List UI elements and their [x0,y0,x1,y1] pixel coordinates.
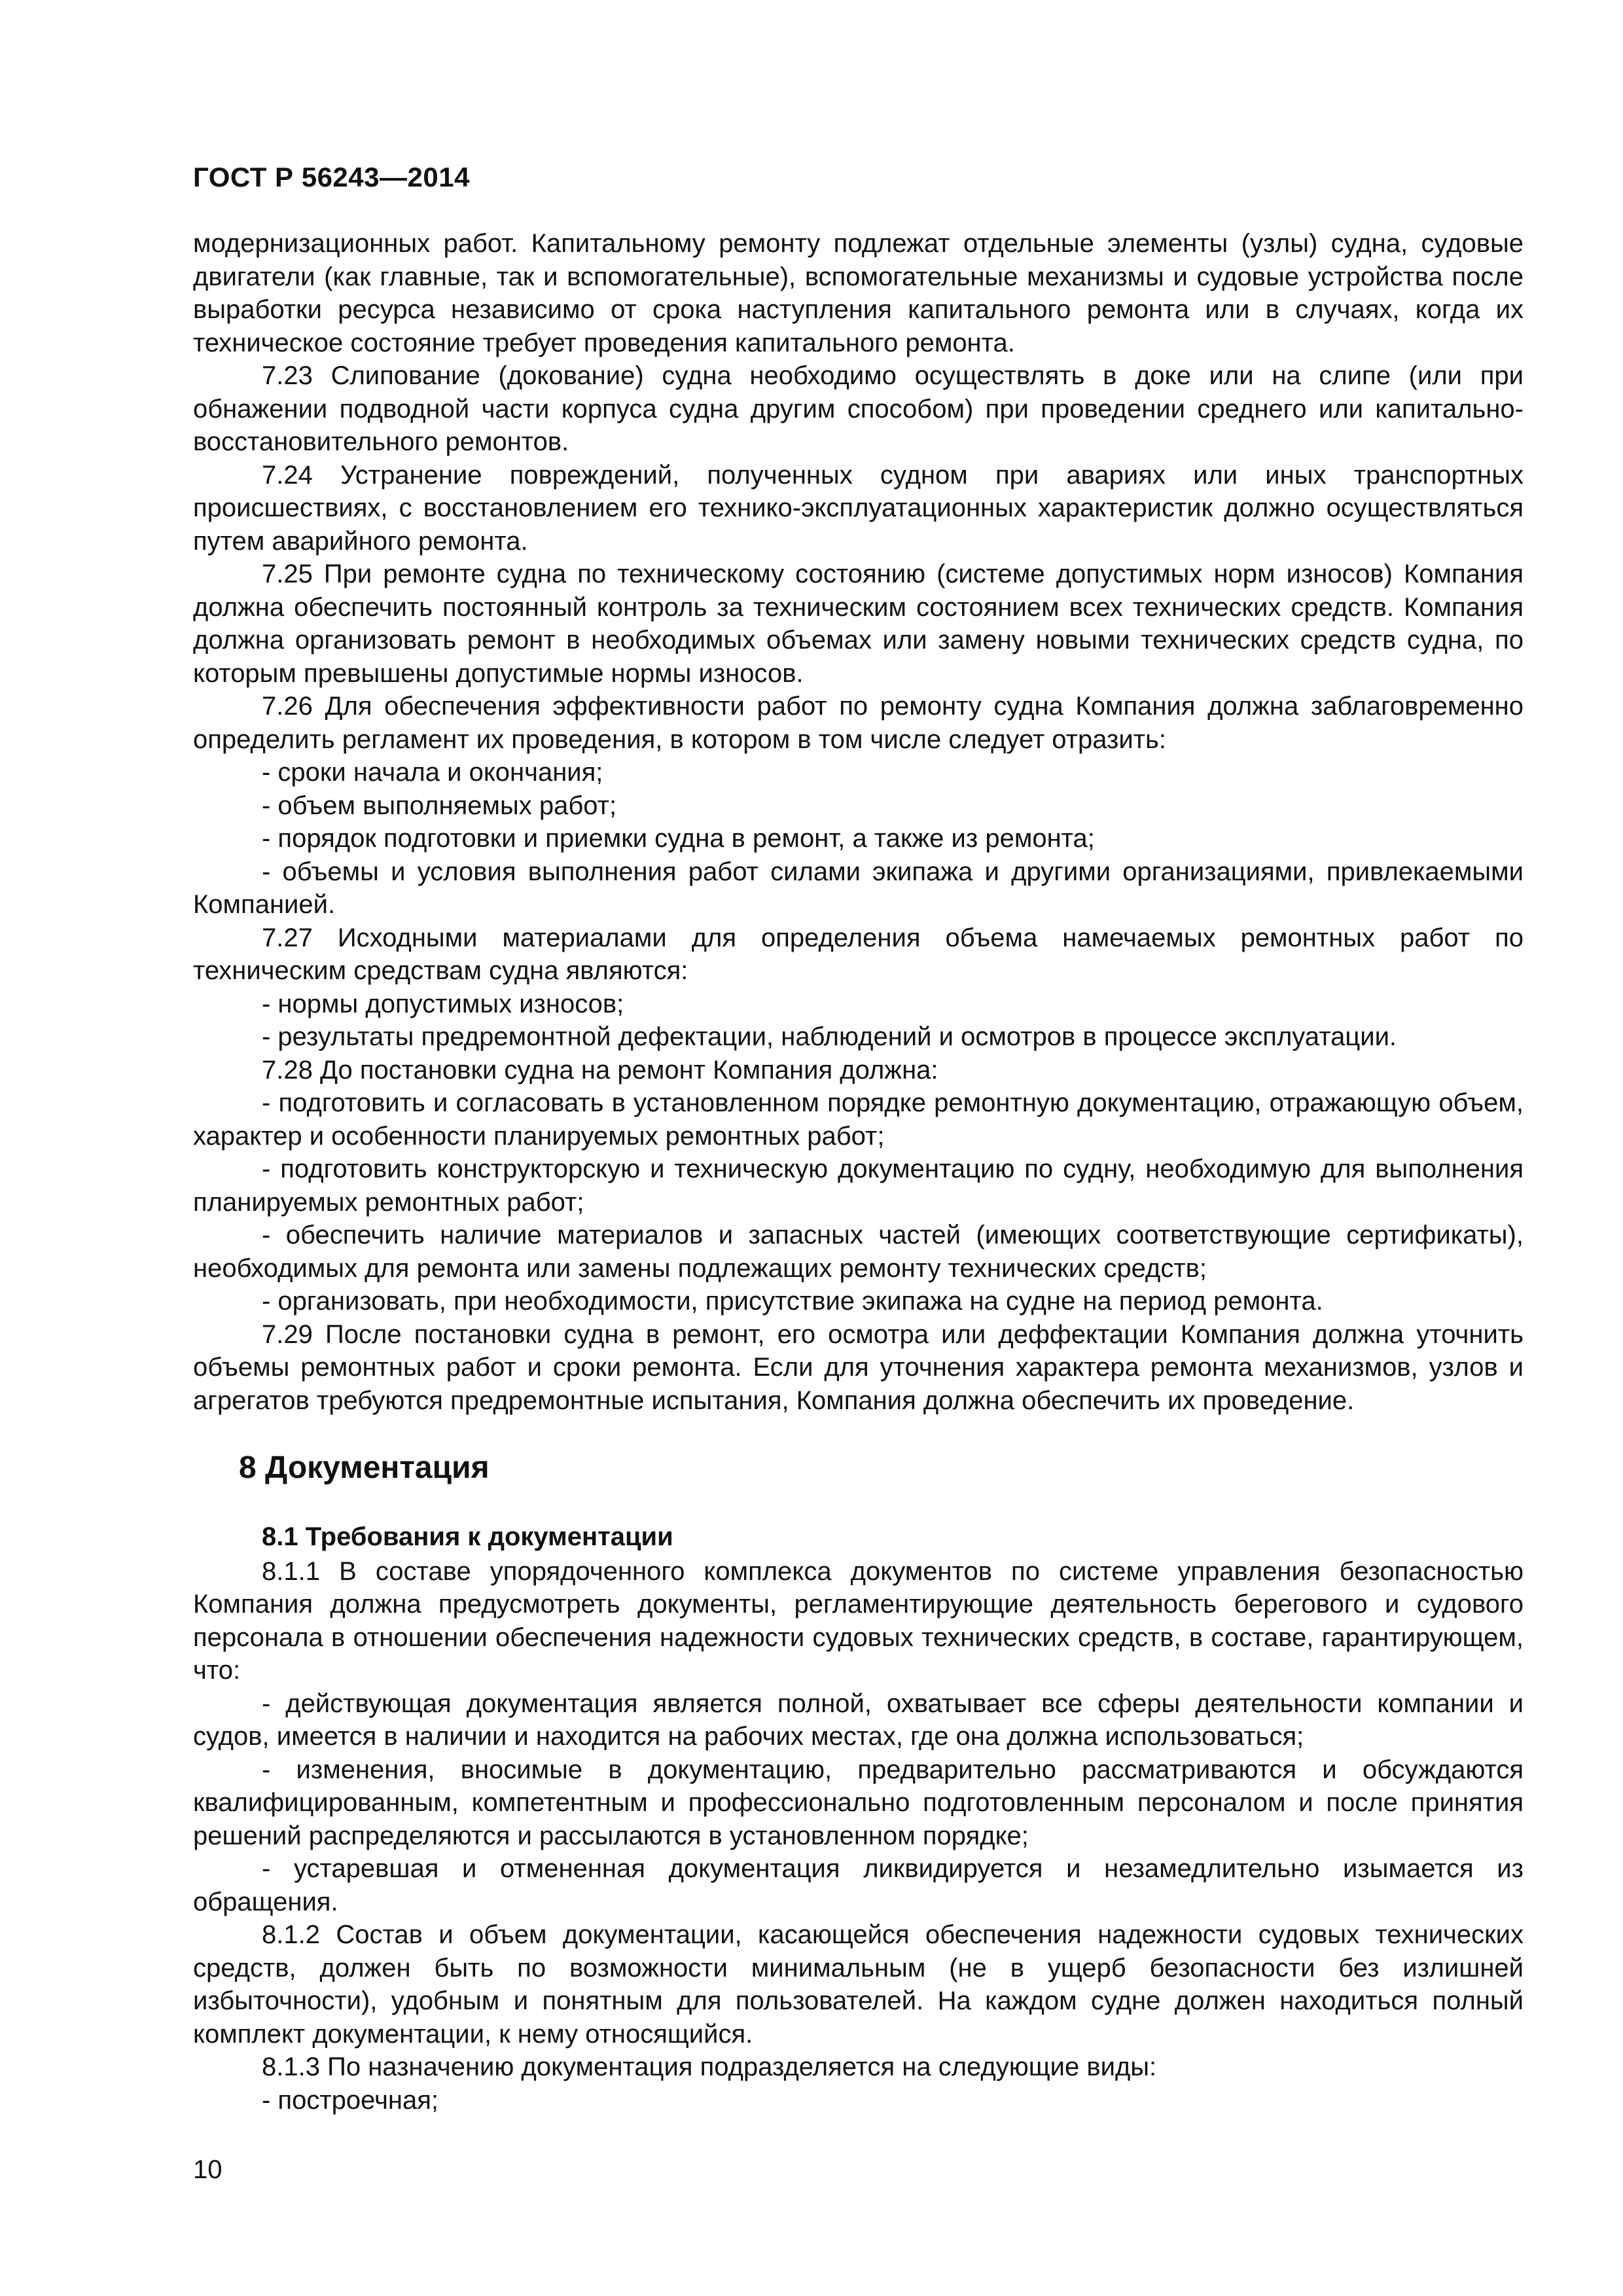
paragraph-7-25: 7.25 При ремонте судна по техническому состоянию (системе допустимых норм износов) Компания должна обеспечить постоянный контроль за техническим состоянием всех технических средств. Компания должна организовать ремонт в необходимых объемах или замену новыми технических средств судна, по которым превышены допустимые нормы износов. [193,560,1524,688]
page-number: 10 [193,2155,223,2184]
paragraph-7-29: 7.29 После постановки судна в ремонт, его осмотра или деффектации Компания должна уточнить объемы ремонтных работ и сроки ремонта. Если для уточнения характера ремонта механизмов, узлов и агрегатов требуются предремонтные испытания, Компания должна обеспечить их проведение. [193,1319,1524,1415]
subsection-title: 8.1 Требования к документации [262,1522,673,1551]
document-code-header: ГОСТ Р 56243—2014 [193,162,470,192]
list-item: - сроки начала и окончания; [262,758,603,787]
list-item: - порядок подготовки и приемки судна в ремонт, а также из ремонта; [262,824,1095,853]
list-item: - устаревшая и отмененная документация ликвидируется и незамедлительно изымается из обращения. [193,1854,1524,1916]
section-title: 8 Документация [239,1450,490,1485]
paragraph-7-26: 7.26 Для обеспечения эффективности работ по ремонту судна Компания должна заблаговременно определить регламент их проведения, в котором в том числе следует отразить: [193,692,1524,754]
paragraph: модернизационных работ. Капитальному ремонту подлежат отдельные элементы (узлы) судна, судовые двигатели (как главные, так и вспомогательные), вспомогательные механизмы и судовые устройства после выработки ресурса независимо от срока наступления капитального ремонта или в случаях, когда их техническое состояние требует проведения капитального ремонта. [193,229,1524,357]
list-item: - подготовить и согласовать в установленном порядке ремонтную документацию, отражающую объем, характер и особенности планируемых ремонтных работ; [193,1088,1524,1151]
document-page [193,160,1524,2202]
paragraph-8-1-3: 8.1.3 По назначению документация подразделяется на следующие виды: [262,2053,1157,2081]
list-item: - подготовить конструкторскую и техническую документацию по судну, необходимую для выполнения планируемых ремонтных работ; [193,1155,1524,1217]
list-item: - обеспечить наличие материалов и запасных частей (имеющих соответствующие сертификаты), необходимых для ремонта или замены подлежащих ремонту технических средств; [193,1221,1524,1283]
paragraph-7-27: 7.27 Исходными материалами для определения объема намечаемых ремонтных работ по техническим средствам судна являются: [193,923,1524,985]
list-item: - объемы и условия выполнения работ силами экипажа и другими организациями, привлекаемыми Компанией. [193,857,1524,919]
list-item: - изменения, вносимые в документацию, предварительно рассматриваются и обсуждаются квалифицированным, компетентным и профессионально подготовленным персоналом и после принятия решений распределяются и рассылаются в установленном порядке; [193,1755,1524,1850]
paragraph-7-28: 7.28 До постановки судна на ремонт Компания должна: [262,1055,938,1085]
list-item: - нормы допустимых износов; [262,989,624,1018]
section-8-text-block [193,1555,1524,2117]
paragraph-7-24: 7.24 Устранение повреждений, полученных судном при авариях или иных транспортных происшествиях, с восстановлением его технико-эксплуатационных характеристик должно осуществляться путем аварийного ремонта. [193,460,1524,556]
list-item: - объем выполняемых работ; [262,791,617,820]
list-item: - действующая документация является полной, охватывает все сферы деятельности компании и судов, имеется в наличии и находится на рабочих местах, где она должна использоваться; [193,1689,1524,1751]
list-item: - организовать, при необходимости, присутствие экипажа на судне на период ремонта. [262,1287,1323,1316]
paragraph-8-1-1: 8.1.1 В составе упорядоченного комплекса документов по системе управления безопасностью Компания должна предусмотреть документы, регламентирующие деятельность берегового и судового персонала в отношении обеспечения надежности судовых технических средств, в составе, гарантирующем, что: [193,1556,1524,1685]
paragraph-7-23: 7.23 Слипование (докование) судна необходимо осуществлять в доке или на слипе (или при обнажении подводной части корпуса судна другим способом) при проведении среднего или капитально-восстановительного ремонтов. [193,361,1524,456]
list-item: - построечная; [262,2085,439,2115]
list-item: - результаты предремонтной дефектации, наблюдений и осмотров в процессе эксплуатации. [262,1022,1397,1051]
paragraph-8-1-2: 8.1.2 Состав и объем документации, касающейся обеспечения надежности судовых технических средств, должен быть по возможности минимальным (не в ущерб безопасности без излишней избыточности), удобным и понятным для пользователей. На каждом судне должен находиться полный комплект документации, к нему относящийся. [193,1920,1524,2049]
main-text-block [193,227,1524,1417]
